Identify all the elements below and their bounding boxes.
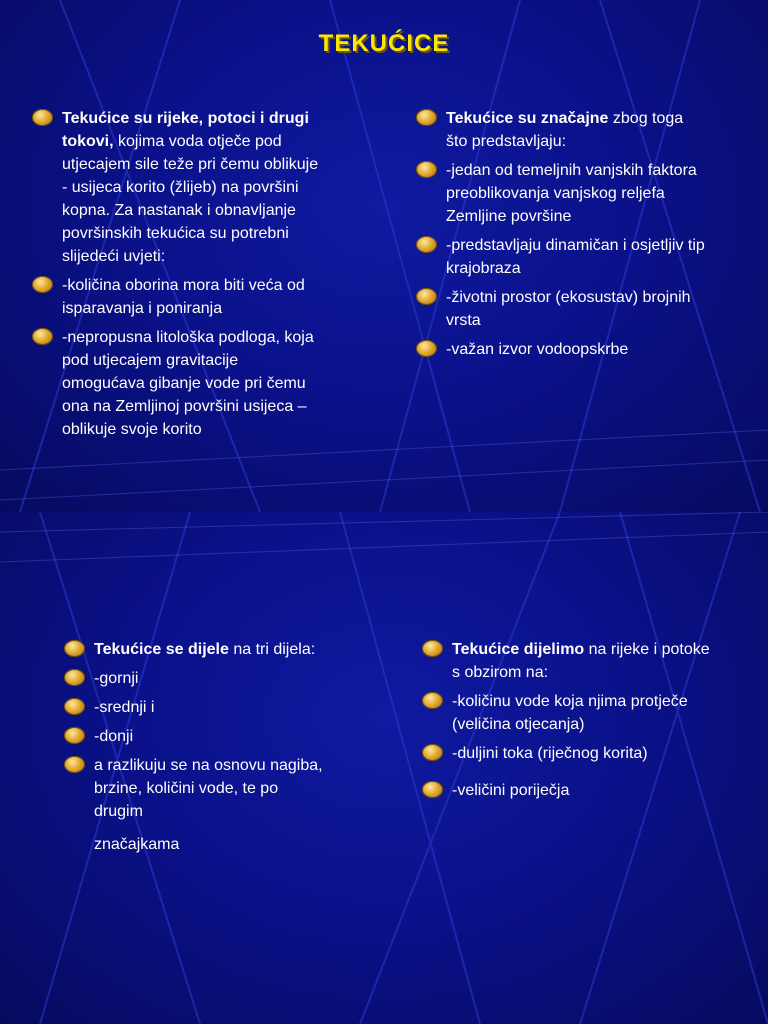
item-bold: Tekućice su značajne	[446, 110, 609, 127]
item-text: -važan izvor vodoopskrbe	[446, 341, 629, 358]
item-bold: Tekućice se dijele	[94, 641, 229, 658]
list-item	[32, 274, 322, 320]
item-text: -životni prostor (ekosustav) brojnih vrsta	[446, 289, 691, 329]
item-text: -nepropusna litološka podloga, koja pod utjecajem gravitacije omogućava gibanje vode pri čemu ona na Zemljinoj površini usijeca – oblikuje svoje korito	[62, 329, 314, 438]
list-item	[64, 638, 324, 661]
list-item	[64, 667, 324, 690]
item-text: na rijeke i potoke s obzirom na:	[452, 641, 710, 681]
gold-sphere-icon	[422, 781, 443, 798]
list-item	[416, 338, 706, 361]
gold-sphere-icon	[416, 236, 437, 253]
gold-sphere-icon	[422, 744, 443, 761]
gold-sphere-icon	[32, 276, 53, 293]
item-text: -gornji	[94, 670, 139, 687]
item-text: -količina oborina mora biti veća od isparavanja i poniranja	[62, 277, 305, 317]
list-item	[416, 159, 706, 228]
item-text-continued: značajkama	[94, 836, 180, 853]
item-text: -veličini poriječja	[452, 782, 570, 799]
list-item	[416, 107, 706, 153]
gold-sphere-icon	[64, 756, 85, 773]
list-item	[64, 754, 324, 856]
page-title: TEKUĆICE	[318, 30, 450, 57]
gold-sphere-icon	[32, 328, 53, 345]
list-item	[422, 638, 712, 684]
list-item	[64, 725, 324, 748]
item-text: na tri dijela:	[228, 641, 316, 658]
list-item	[416, 234, 706, 280]
item-text: a razlikuju se na osnovu nagiba, brzine, količini vode, te po drugim	[94, 757, 323, 820]
list-item	[422, 742, 712, 765]
item-text: -donji	[94, 728, 134, 745]
list-item	[64, 696, 324, 719]
list-item	[32, 326, 322, 441]
gold-sphere-icon	[64, 727, 85, 744]
list-item	[416, 286, 706, 332]
list-item	[422, 690, 712, 736]
left-column	[64, 638, 324, 862]
item-text: -količinu vode koja njima protječe (veličina otjecanja)	[452, 693, 688, 733]
list-item	[422, 779, 712, 802]
item-text: -srednji i	[94, 699, 155, 716]
gold-sphere-icon	[422, 640, 443, 657]
item-bold: Tekućice dijelimo	[452, 641, 585, 658]
gold-sphere-icon	[64, 640, 85, 657]
item-text: -jedan od temeljnih vanjskih faktora preoblikovanja vanjskog reljefa Zemljine površine	[446, 162, 697, 225]
right-column	[416, 107, 706, 367]
gold-sphere-icon	[422, 692, 443, 709]
item-text: -predstavljaju dinamičan i osjetljiv tip krajobraza	[446, 237, 705, 277]
left-column	[32, 107, 322, 447]
gold-sphere-icon	[416, 109, 437, 126]
gold-sphere-icon	[64, 698, 85, 715]
item-bold: Tekućice su rijeke, potoci i drugi tokovi,	[62, 110, 309, 150]
gold-sphere-icon	[416, 161, 437, 178]
list-item	[32, 107, 322, 268]
gold-sphere-icon	[64, 669, 85, 686]
item-text: kojima voda otječe pod utjecajem sile teže pri čemu oblikuje - usijeca korito (žlijeb) na površini kopna. Za nastanak i obnavljanje površinskih tekućica su potrebni slijedeći uvjeti:	[62, 133, 319, 265]
slide-bottom	[0, 512, 768, 1024]
item-text: zbog toga što predstavljaju:	[446, 110, 684, 150]
gold-sphere-icon	[416, 288, 437, 305]
right-column	[422, 638, 712, 808]
gold-sphere-icon	[416, 340, 437, 357]
item-text: -duljini toka (riječnog korita)	[452, 745, 648, 762]
gold-sphere-icon	[32, 109, 53, 126]
